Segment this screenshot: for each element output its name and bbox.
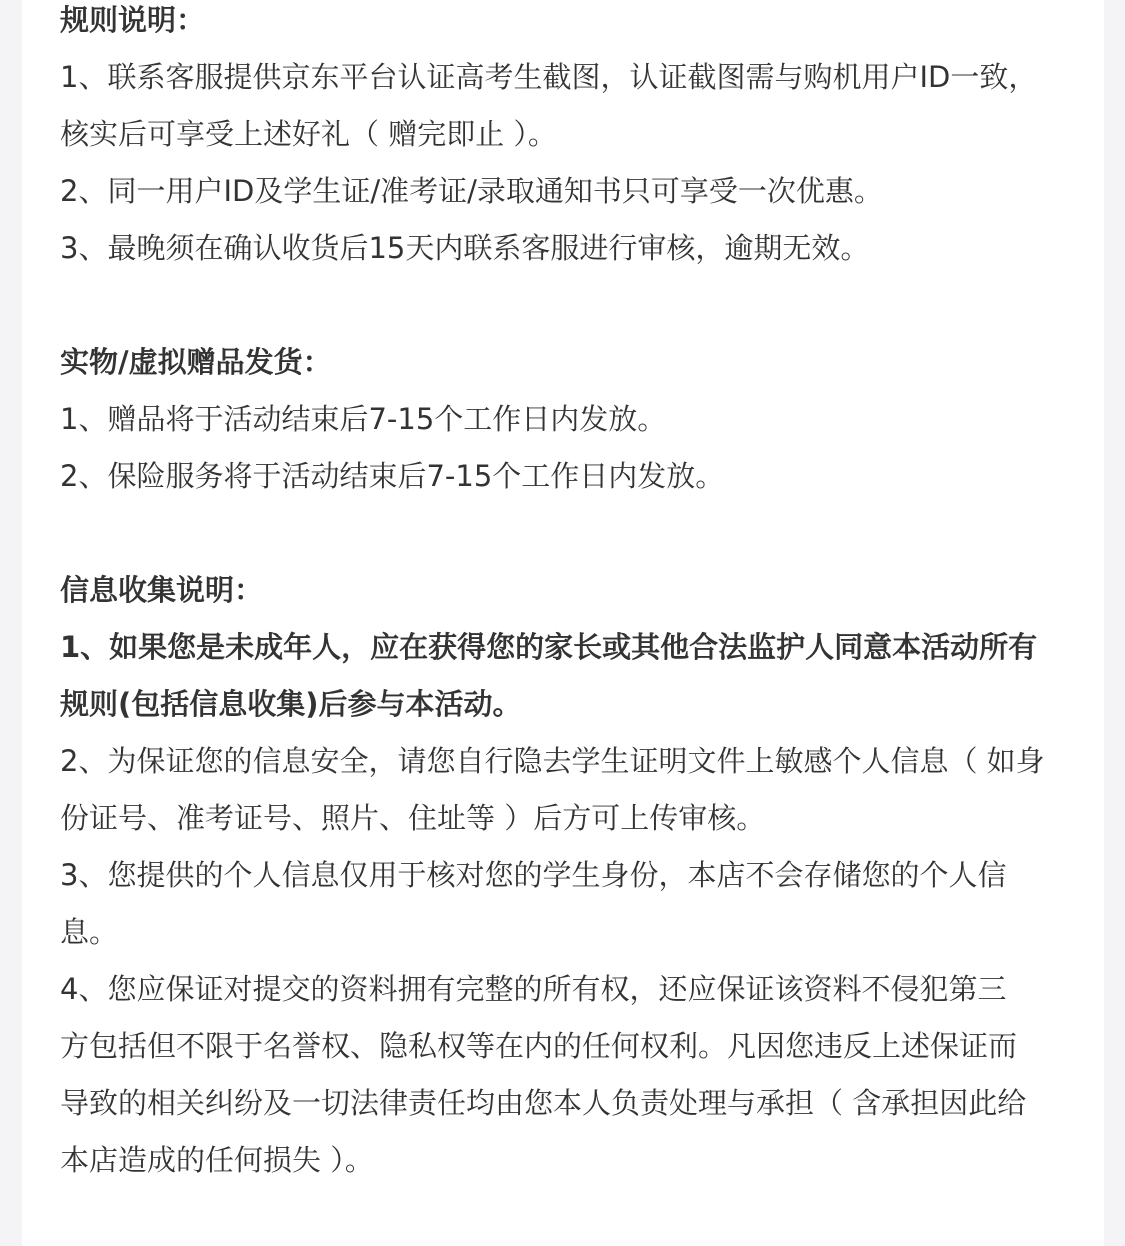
rules-section	[60, 0, 1074, 277]
rule-line: 2、保险服务将于活动结束后7-15个工作日内发放。	[60, 459, 725, 493]
rule-line: 2、为保证您的信息安全，请您自行隐去学生证明文件上敏感个人信息（ 如身	[60, 744, 1045, 778]
rule-line: 1、如果您是未成年人，应在获得您的家长或其他合法监护人同意本活动所有	[60, 630, 1038, 664]
info-collection-section	[60, 562, 1074, 1189]
rule-line: 2、同一用户ID及学生证/准考证/录取通知书只可享受一次优惠。	[60, 174, 883, 208]
rules-content	[60, 0, 1074, 1189]
rule-line: 3、最晚须在确认收货后15天内联系客服进行审核，逾期无效。	[60, 231, 870, 265]
rule-line: 份证号、准考证号、照片、住址等 ）后方可上传审核。	[60, 801, 766, 835]
section-spacer	[60, 277, 1074, 334]
rules-card	[22, 0, 1104, 1246]
rule-line: 息。	[60, 915, 119, 949]
gift-shipping-title: 实物/虚拟赠品发货：	[60, 345, 332, 379]
rule-line: 1、赠品将于活动结束后7-15个工作日内发放。	[60, 402, 667, 436]
rule-line: 4、您应保证对提交的资料拥有完整的所有权，还应保证该资料不侵犯第三	[60, 972, 1007, 1006]
section-spacer	[60, 505, 1074, 562]
rule-line: 本店造成的任何损失 ）。	[60, 1143, 374, 1177]
rule-line: 导致的相关纠纷及一切法律责任均由您本人负责处理与承担（ 含承担因此给	[60, 1086, 1027, 1120]
gift-shipping-section	[60, 334, 1074, 505]
rule-line: 1、联系客服提供京东平台认证高考生截图，认证截图需与购机用户ID一致，	[60, 60, 1038, 94]
rules-title: 规则说明：	[60, 3, 206, 37]
rule-line: 方包括但不限于名誉权、隐私权等在内的任何权利。凡因您违反上述保证而	[60, 1029, 1018, 1063]
rule-line: 3、您提供的个人信息仅用于核对您的学生身份，本店不会存储您的个人信	[60, 858, 1007, 892]
info-collection-title: 信息收集说明：	[60, 573, 264, 607]
rule-line: 核实后可享受上述好礼（ 赠完即止 ）。	[60, 117, 557, 151]
rule-line: 规则(包括信息收集)后参与本活动。	[60, 687, 522, 721]
